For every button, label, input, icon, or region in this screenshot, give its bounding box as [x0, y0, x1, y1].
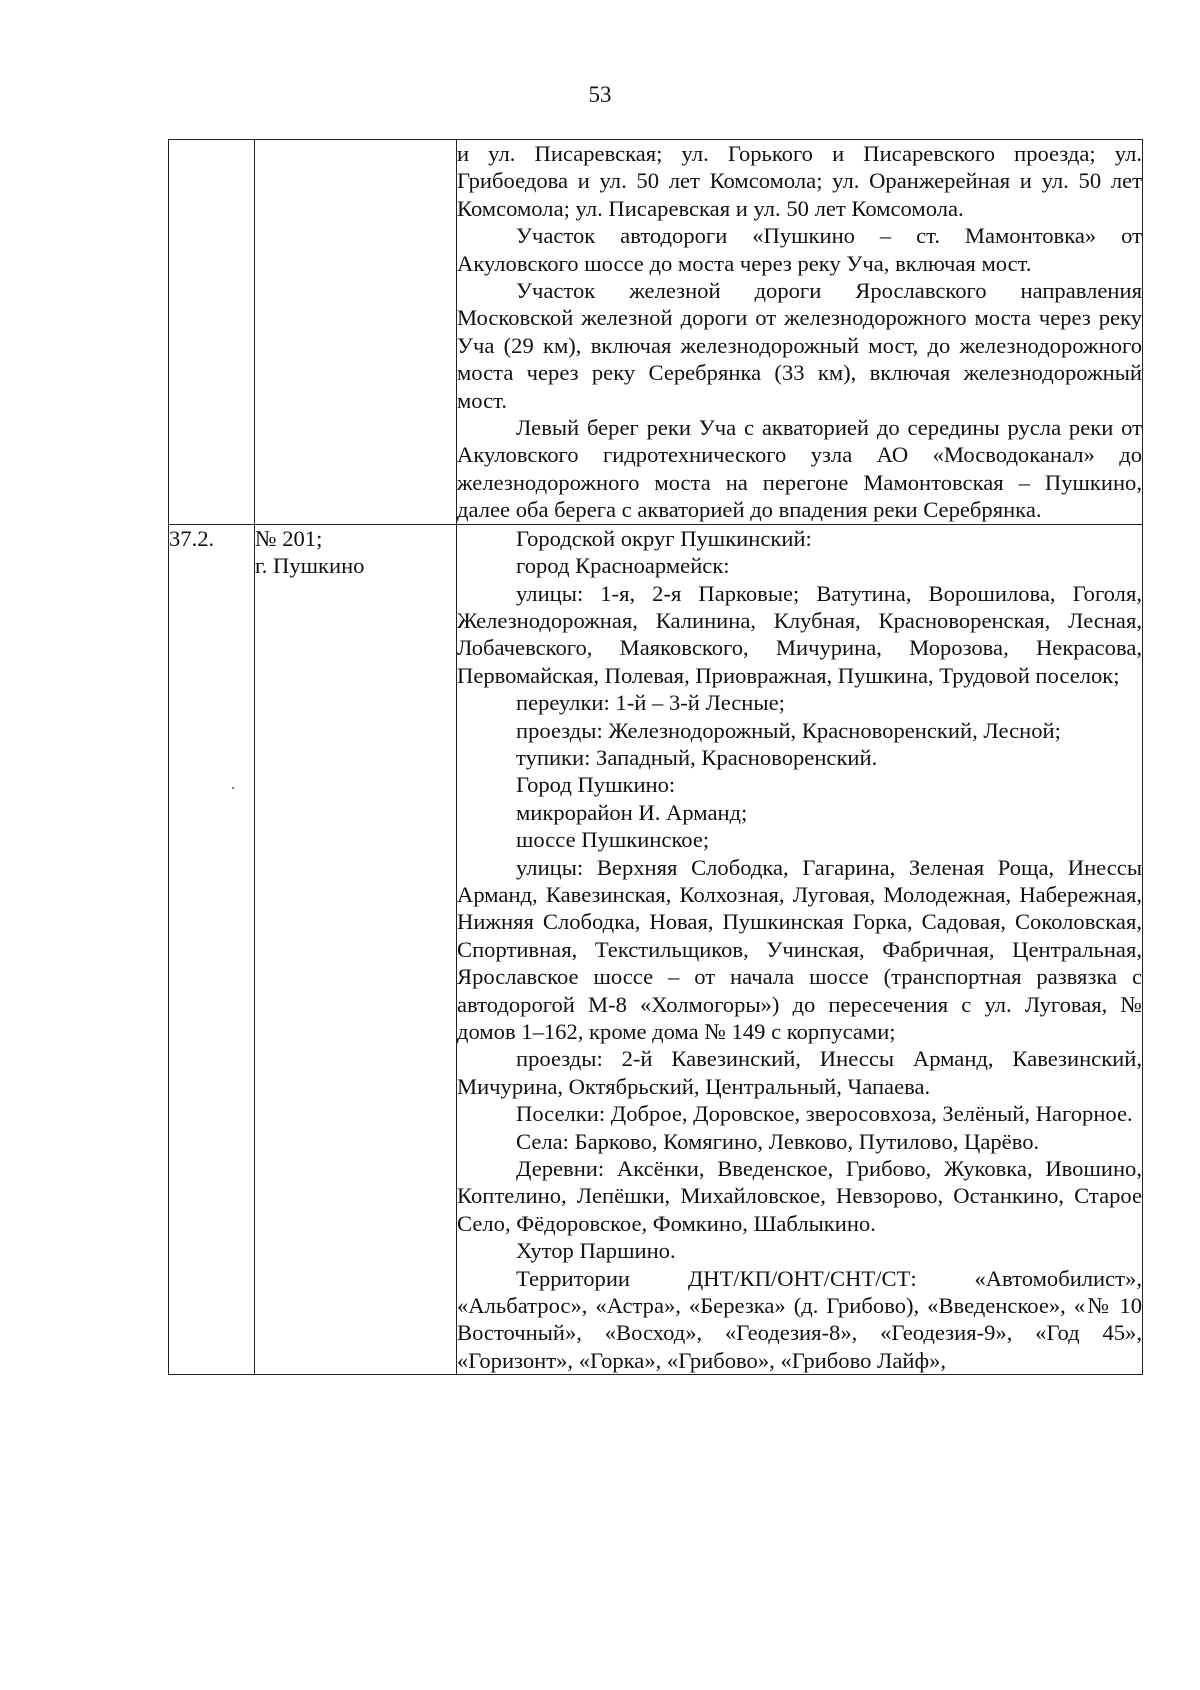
table-row: [169, 140, 1143, 525]
row-number-cell: 37.2.: [169, 524, 255, 1375]
description-paragraph: Хутор Паршино.: [516, 1238, 676, 1264]
description-paragraph: улицы: 1-я, 2-я Парковые; Ватутина, Ворошилова, Гоголя, Железнодорожная, Калинина, Клубная, Красноворенская, Лесная, Лобачевского, Маяковского, Мичурина, Морозова, Некрасова, Первомайская, Полевая, Приовражная, Пушкина, Трудовой поселок;: [457, 580, 1142, 688]
district-cell: [255, 524, 457, 1375]
description-paragraph: и ул. Писаревская; ул. Горького и Писаревского проезда; ул. Грибоедова и ул. 50 лет Комсомола; ул. Оранжерейная и ул. 50 лет Комсомола; ул. Писаревская и ул. 50 лет Комсомола.: [457, 141, 1142, 221]
description-paragraph: Городской округ Пушкинский:: [516, 525, 812, 551]
description-paragraph: шоссе Пушкинское;: [516, 827, 710, 853]
description-paragraph: Левый берег реки Уча с акваторией до середины русла реки от Акуловского гидротехнического узла АО «Мосводоканал» до железнодорожного моста на перегоне Мамонтовская – Пушкино, далее оба берега с акваторией до впадения реки Серебрянка.: [457, 415, 1142, 523]
boundary-description-cell: [457, 524, 1143, 1375]
description-paragraph: Участок автодороги «Пушкино – ст. Мамонтовка» от Акуловского шоссе до моста через реку Уча, включая мост.: [457, 223, 1142, 276]
districts-table: [168, 139, 1143, 1375]
district-number: № 201;: [255, 525, 323, 551]
description-paragraph: переулки: 1-й – 3-й Лесные;: [516, 690, 785, 716]
row-number-cell: [169, 140, 255, 525]
boundary-description-cell: [457, 140, 1143, 525]
description-paragraph: проезды: 2-й Кавезинский, Инессы Арманд, Кавезинский, Мичурина, Октябрьский, Центральный, Чапаева.: [457, 1046, 1142, 1099]
district-name: г. Пушкино: [255, 553, 365, 579]
description-paragraph: Села: Барково, Комягино, Левково, Путилово, Царёво.: [516, 1128, 1040, 1154]
description-paragraph: город Красноармейск:: [516, 553, 730, 579]
description-paragraph: улицы: Верхняя Слободка, Гагарина, Зеленая Роща, Инессы Арманд, Кавезинская, Колхозная, Луговая, Молодежная, Набережная, Нижняя Слободка, Новая, Пушкинская Горка, Садовая, Соколовская, Спортивная, Текстильщиков, Учинская, Фабричная, Центральная, Ярославское шоссе – от начала шоссе (транспортная развязка с автодорогой М-8 «Холмогоры») до пересечения с ул. Луговая, № домов 1–162, кроме дома № 149 с корпусами;: [457, 854, 1142, 1044]
district-cell: [255, 140, 457, 525]
scan-speck: [232, 787, 234, 789]
description-paragraph: проезды: Железнодорожный, Красноворенский, Лесной;: [516, 717, 1061, 743]
description-paragraph: Деревни: Аксёнки, Введенское, Грибово, Жуковка, Ивошино, Коптелино, Лепёшки, Михайловское, Невзорово, Останкино, Старое Село, Фёдоровское, Фомкино, Шаблыкино.: [457, 1156, 1142, 1236]
description-paragraph: микрорайон И. Арманд;: [516, 799, 748, 825]
description-paragraph: Территории ДНТ/КП/ОНТ/СНТ/СТ: «Автомобилист», «Альбатрос», «Астра», «Березка» (д. Грибово), «Введенское», «№ 10 Восточный», «Восход», «Геодезия-8», «Геодезия-9», «Год 45», «Горизонт», «Горка», «Грибово», «Грибово Лайф»,: [457, 1265, 1142, 1373]
description-paragraph: Участок железной дороги Ярославского направления Московской железной дороги от железнодорожного моста через реку Уча (29 км), включая железнодорожный мост, до железнодорожного моста через реку Серебрянка (33 км), включая железнодорожный мост.: [457, 278, 1142, 413]
description-paragraph: Город Пушкино:: [516, 772, 676, 798]
description-paragraph: Поселки: Доброе, Доровское, зверосовхоза, Зелёный, Нагорное.: [516, 1101, 1133, 1127]
page-number: 53: [588, 82, 612, 107]
table-row: [169, 524, 1143, 1375]
description-paragraph: тупики: Западный, Красноворенский.: [516, 744, 878, 770]
